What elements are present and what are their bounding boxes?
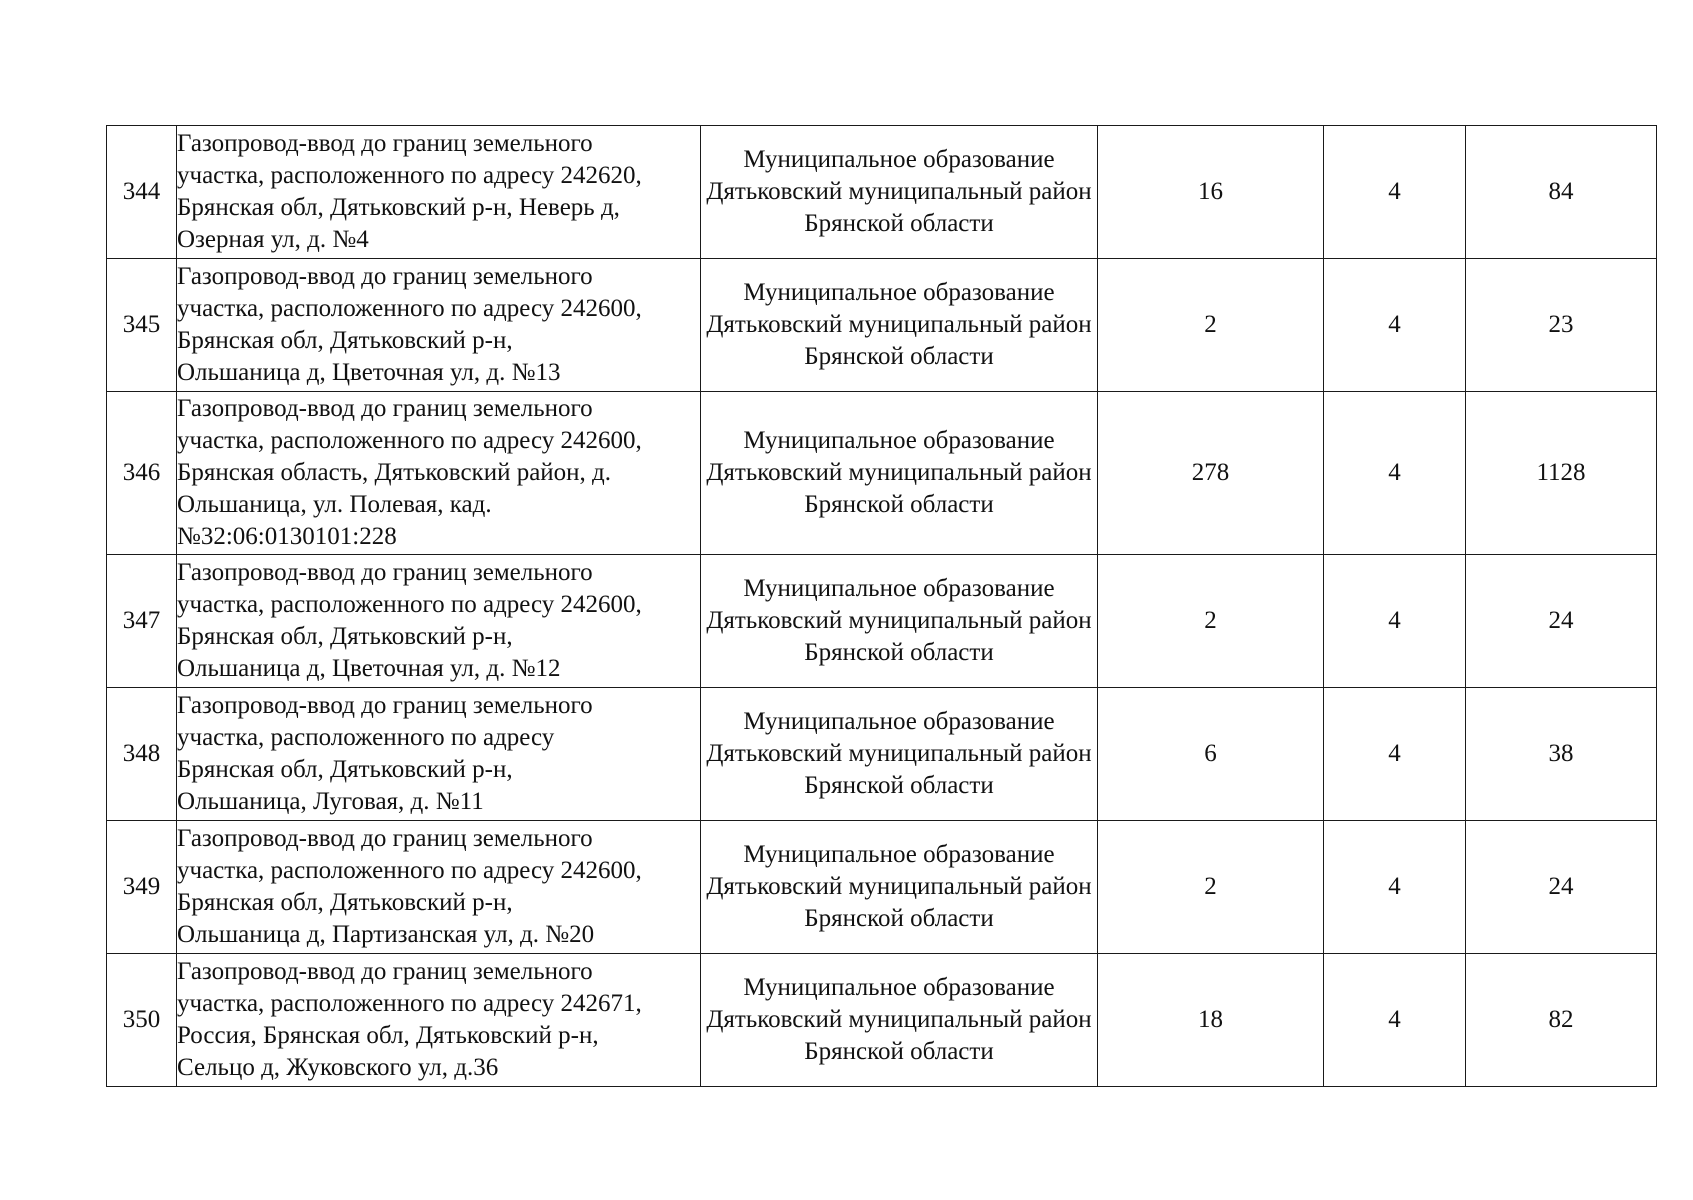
object-name-line: Газопровод-ввод до границ земельного bbox=[177, 559, 593, 586]
value-cell-1: 2 bbox=[1098, 821, 1324, 954]
table-row bbox=[107, 821, 1657, 954]
object-name-cell bbox=[177, 126, 701, 259]
object-name-line: Брянская область, Дятьковский район, д. bbox=[177, 459, 612, 486]
object-name-line: Газопровод-ввод до границ земельного bbox=[177, 958, 593, 985]
object-name-line: Брянская обл, Дятьковский р-н, bbox=[177, 889, 513, 916]
object-name-line: Ольшаница, Луговая, д. №11 bbox=[177, 788, 484, 815]
owner-cell: Муниципальное образование Дятьковский муниципальный район Брянской области bbox=[701, 392, 1098, 555]
value-cell-1: 2 bbox=[1098, 259, 1324, 392]
object-name-line: Ольшаница д, Цветочная ул, д. №12 bbox=[177, 655, 561, 682]
object-name-line: Ольшаница, ул. Полевая, кад. bbox=[177, 491, 492, 518]
owner-cell: Муниципальное образование Дятьковский муниципальный район Брянской области bbox=[701, 259, 1098, 392]
value-cell-3: 23 bbox=[1466, 259, 1657, 392]
object-name-line: Ольшаница д, Цветочная ул, д. №13 bbox=[177, 359, 561, 386]
object-name-line: Брянская обл, Дятьковский р-н, bbox=[177, 623, 513, 650]
value-cell-3: 38 bbox=[1466, 688, 1657, 821]
row-number-cell: 347 bbox=[107, 555, 177, 688]
owner-cell: Муниципальное образование Дятьковский муниципальный район Брянской области bbox=[701, 954, 1098, 1087]
object-name-line: Брянская обл, Дятьковский р-н, bbox=[177, 756, 513, 783]
object-name-line: Газопровод-ввод до границ земельного bbox=[177, 395, 593, 422]
value-cell-2: 4 bbox=[1324, 126, 1466, 259]
value-cell-1: 16 bbox=[1098, 126, 1324, 259]
value-cell-3: 84 bbox=[1466, 126, 1657, 259]
row-number-cell: 344 bbox=[107, 126, 177, 259]
property-registry-table bbox=[106, 125, 1657, 1087]
value-cell-3: 82 bbox=[1466, 954, 1657, 1087]
value-cell-1: 278 bbox=[1098, 392, 1324, 555]
object-name-line: №32:06:0130101:228 bbox=[177, 523, 397, 550]
object-name-cell bbox=[177, 555, 701, 688]
table-row bbox=[107, 126, 1657, 259]
object-name-cell bbox=[177, 392, 701, 555]
row-number-cell: 349 bbox=[107, 821, 177, 954]
object-name-line: Газопровод-ввод до границ земельного bbox=[177, 692, 593, 719]
value-cell-2: 4 bbox=[1324, 821, 1466, 954]
owner-cell: Муниципальное образование Дятьковский муниципальный район Брянской области bbox=[701, 126, 1098, 259]
row-number-cell: 345 bbox=[107, 259, 177, 392]
object-name-line: участка, расположенного по адресу 242600, bbox=[177, 591, 642, 618]
object-name-line: Россия, Брянская обл, Дятьковский р-н, bbox=[177, 1022, 599, 1049]
object-name-line: Брянская обл, Дятьковский р-н, bbox=[177, 327, 513, 354]
value-cell-2: 4 bbox=[1324, 555, 1466, 688]
object-name-line: участка, расположенного по адресу 242600, bbox=[177, 295, 642, 322]
object-name-cell bbox=[177, 954, 701, 1087]
value-cell-2: 4 bbox=[1324, 954, 1466, 1087]
value-cell-3: 24 bbox=[1466, 821, 1657, 954]
object-name-line: участка, расположенного по адресу bbox=[177, 724, 555, 751]
owner-cell: Муниципальное образование Дятьковский муниципальный район Брянской области bbox=[701, 688, 1098, 821]
table-row bbox=[107, 259, 1657, 392]
owner-cell: Муниципальное образование Дятьковский муниципальный район Брянской области bbox=[701, 555, 1098, 688]
value-cell-3: 1128 bbox=[1466, 392, 1657, 555]
table-row bbox=[107, 555, 1657, 688]
object-name-line: участка, расположенного по адресу 242620, bbox=[177, 162, 642, 189]
owner-cell: Муниципальное образование Дятьковский муниципальный район Брянской области bbox=[701, 821, 1098, 954]
object-name-line: Брянская обл, Дятьковский р-н, Неверь д, bbox=[177, 194, 620, 221]
table-row bbox=[107, 688, 1657, 821]
row-number-cell: 348 bbox=[107, 688, 177, 821]
object-name-cell bbox=[177, 821, 701, 954]
value-cell-3: 24 bbox=[1466, 555, 1657, 688]
object-name-line: Сельцо д, Жуковского ул, д.36 bbox=[177, 1054, 499, 1081]
value-cell-1: 6 bbox=[1098, 688, 1324, 821]
row-number-cell: 350 bbox=[107, 954, 177, 1087]
value-cell-1: 18 bbox=[1098, 954, 1324, 1087]
value-cell-2: 4 bbox=[1324, 392, 1466, 555]
value-cell-2: 4 bbox=[1324, 259, 1466, 392]
value-cell-2: 4 bbox=[1324, 688, 1466, 821]
object-name-line: Озерная ул, д. №4 bbox=[177, 226, 369, 253]
row-number-cell: 346 bbox=[107, 392, 177, 555]
object-name-line: Газопровод-ввод до границ земельного bbox=[177, 263, 593, 290]
object-name-line: Газопровод-ввод до границ земельного bbox=[177, 825, 593, 852]
object-name-line: Ольшаница д, Партизанская ул, д. №20 bbox=[177, 921, 595, 948]
object-name-line: участка, расположенного по адресу 242671, bbox=[177, 990, 642, 1017]
object-name-cell bbox=[177, 688, 701, 821]
value-cell-1: 2 bbox=[1098, 555, 1324, 688]
table-row bbox=[107, 954, 1657, 1087]
object-name-line: Газопровод-ввод до границ земельного bbox=[177, 130, 593, 157]
table-row bbox=[107, 392, 1657, 555]
table-body bbox=[107, 126, 1657, 1087]
object-name-line: участка, расположенного по адресу 242600, bbox=[177, 857, 642, 884]
object-name-line: участка, расположенного по адресу 242600, bbox=[177, 427, 642, 454]
object-name-cell bbox=[177, 259, 701, 392]
